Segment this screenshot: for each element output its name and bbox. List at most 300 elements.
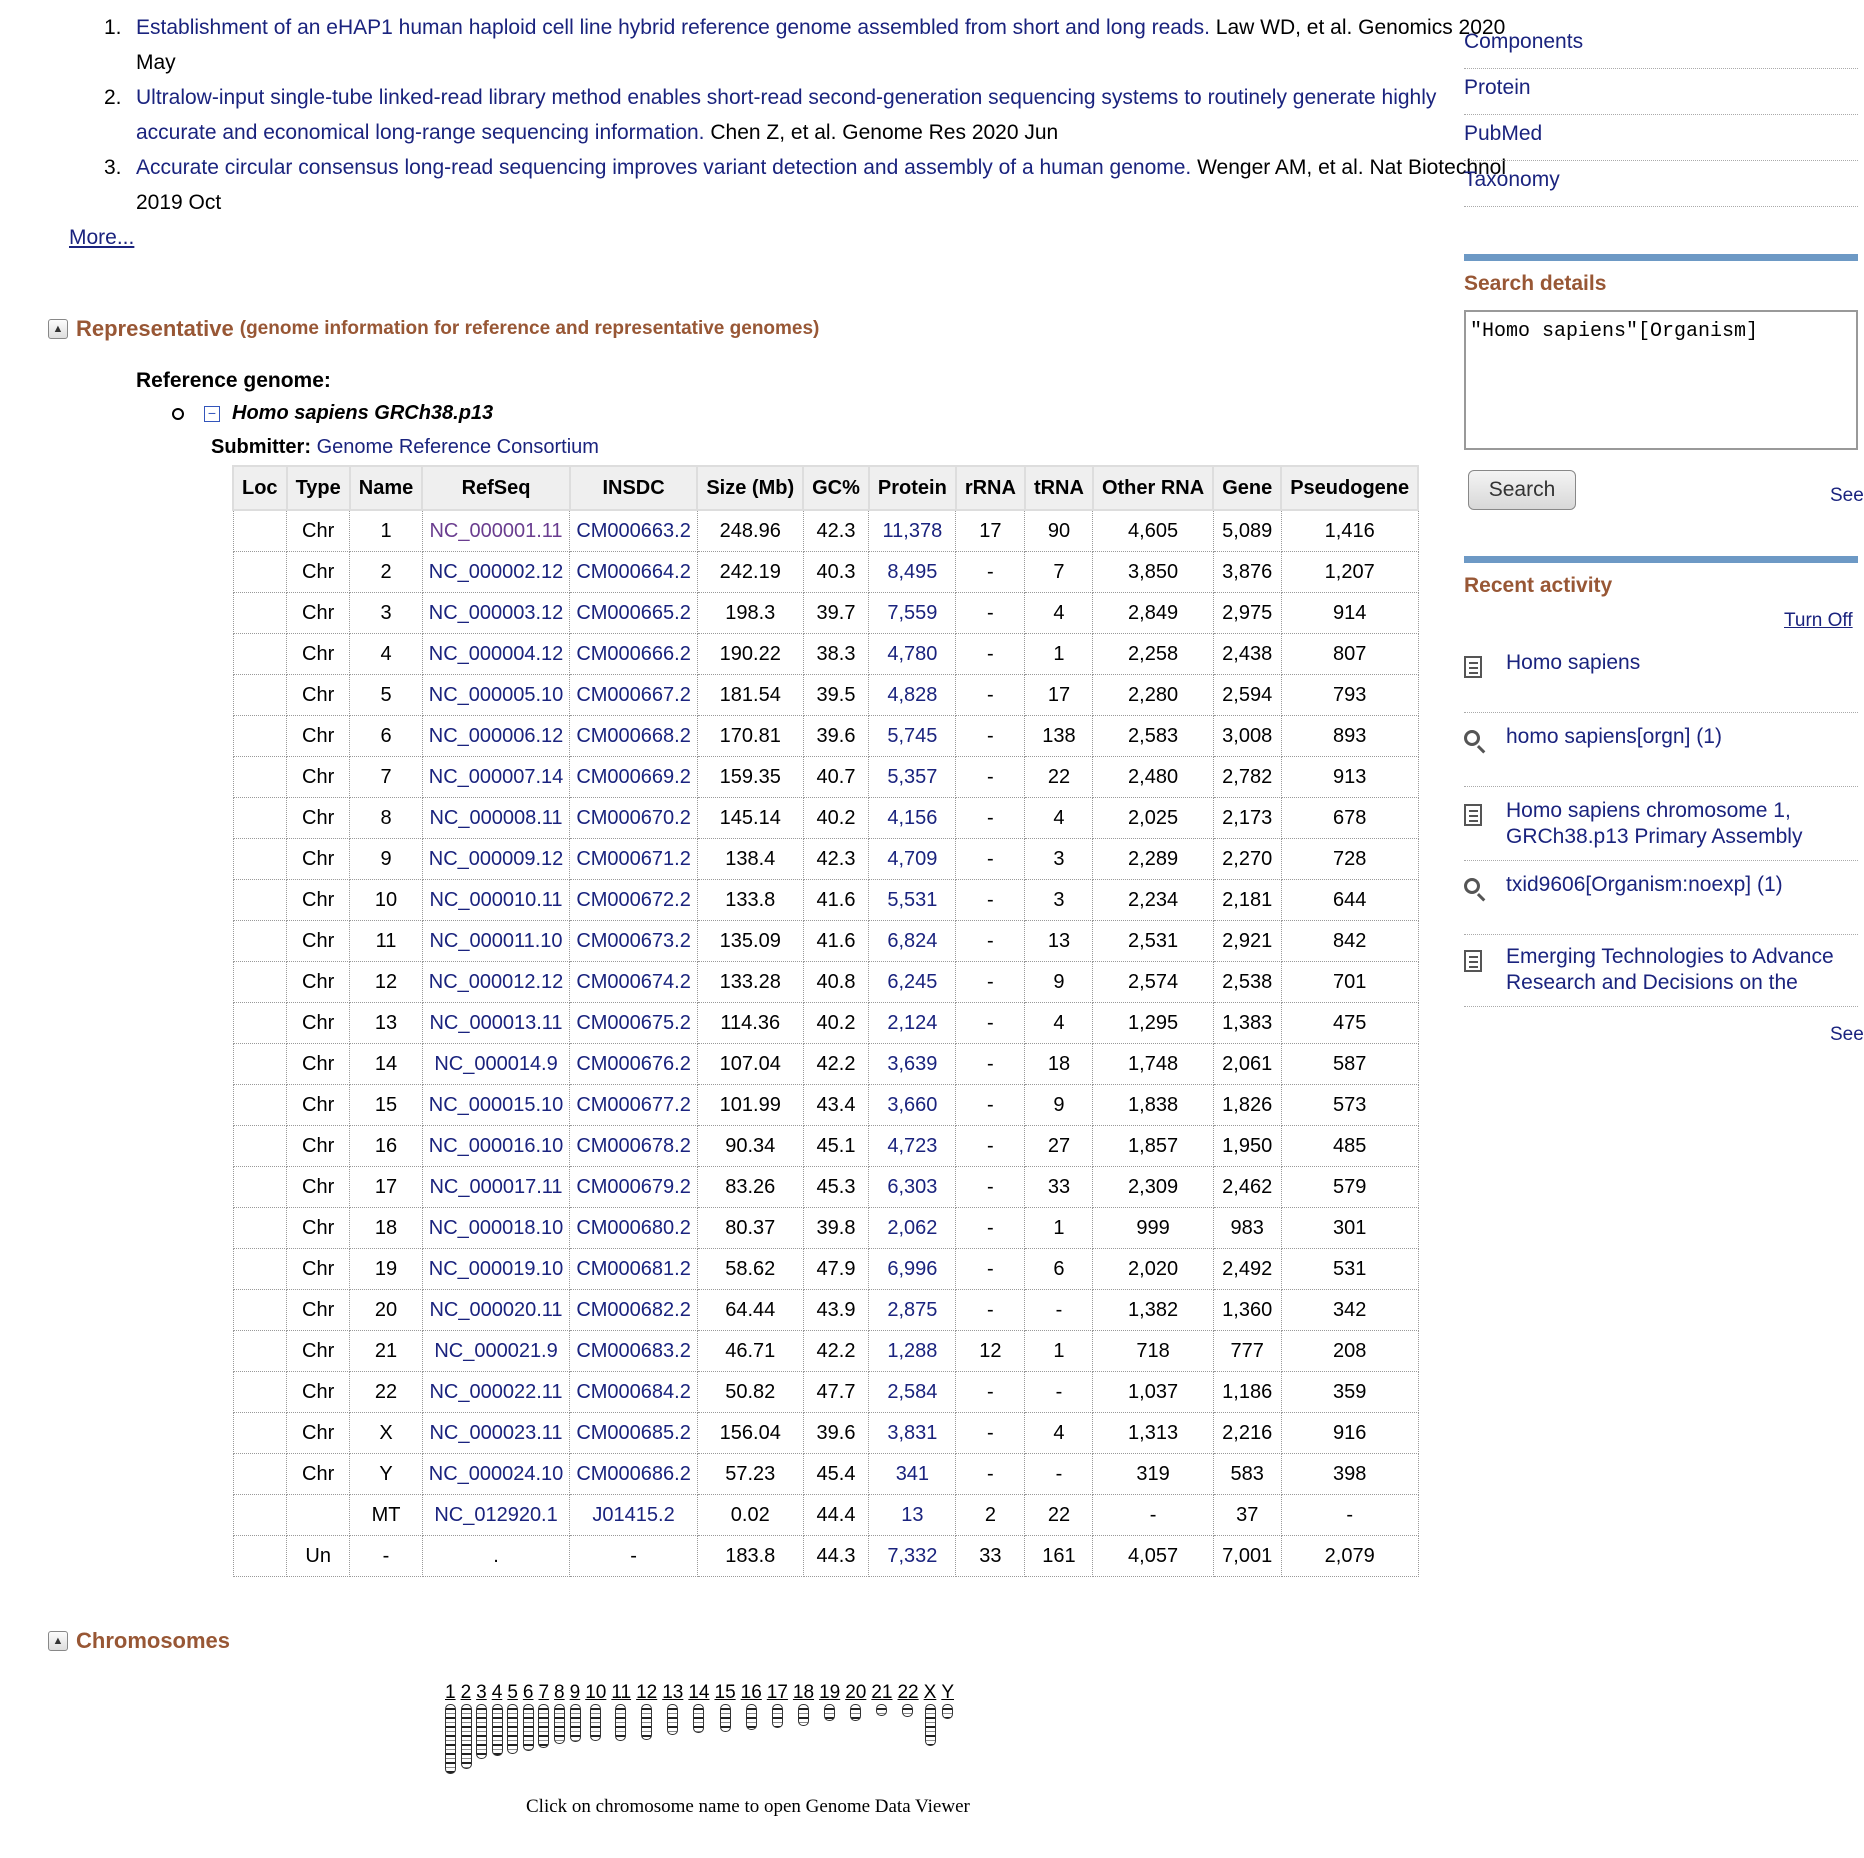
publication-link[interactable]: Accurate circular consensus long-read sequencing improves variant detection and assembly of a human genome.	[136, 156, 1192, 179]
publication-item	[104, 10, 1508, 80]
chromosome-ideogram-bar[interactable]	[925, 1704, 936, 1746]
search-icon	[1464, 878, 1486, 904]
table-cell: Chr	[287, 798, 350, 839]
chromosome-labels	[445, 1682, 1065, 1704]
chromosome-link[interactable]: 9	[569, 1682, 581, 1703]
table-cell	[869, 757, 956, 798]
table-cell: 38.3	[803, 634, 869, 675]
table-cell: 37	[1213, 1495, 1281, 1536]
table-cell: Chr	[287, 1372, 350, 1413]
table-cell	[233, 1454, 287, 1495]
table-cell: 42.3	[803, 510, 869, 552]
table-row	[233, 593, 1418, 634]
table-cell	[869, 1413, 956, 1454]
table-cell: 4,605	[1093, 510, 1213, 552]
table-header-row	[233, 466, 1418, 510]
table-cell: -	[956, 757, 1025, 798]
column-header: tRNA	[1025, 466, 1093, 510]
insdc-link[interactable]: CM000670.2	[576, 806, 691, 829]
table-cell: Chr	[287, 593, 350, 634]
table-cell	[422, 1290, 570, 1331]
protein-link[interactable]: 13	[901, 1503, 924, 1526]
table-cell: -	[1093, 1495, 1213, 1536]
table-cell: 90	[1025, 510, 1093, 552]
table-cell	[233, 880, 287, 921]
table-cell: 33	[956, 1536, 1025, 1577]
refseq-link[interactable]: NC_000024.10	[428, 1462, 564, 1485]
table-cell	[422, 1413, 570, 1454]
collapse-toggle-button[interactable]: ▲	[48, 319, 68, 339]
table-cell: 2,975	[1213, 593, 1281, 634]
table-cell	[422, 839, 570, 880]
table-cell	[422, 798, 570, 839]
chromosome-ideogram-bar[interactable]	[902, 1704, 913, 1717]
table-cell	[570, 552, 698, 593]
chromosome-link[interactable]: 22	[897, 1682, 919, 1703]
table-cell: 19	[350, 1249, 422, 1290]
protein-link[interactable]: 4,709	[887, 847, 938, 870]
table-cell: 1	[350, 510, 422, 552]
chromosome-link[interactable]: 12	[636, 1682, 658, 1703]
table-cell	[869, 675, 956, 716]
chromosome-ideogram-bar[interactable]	[538, 1704, 549, 1748]
collapse-toggle-button[interactable]: ▲	[48, 1631, 68, 1651]
table-cell: -	[956, 1249, 1025, 1290]
insdc-link[interactable]: CM000664.2	[576, 560, 691, 583]
table-cell	[869, 1249, 956, 1290]
refseq-link[interactable]: NC_000013.11	[429, 1011, 563, 1034]
table-cell: 728	[1281, 839, 1418, 880]
table-cell	[422, 1003, 570, 1044]
chromosome-ideogram-bar[interactable]	[667, 1704, 678, 1735]
table-cell: 14	[350, 1044, 422, 1085]
table-cell	[570, 1208, 698, 1249]
publication-citation: Law WD, et al. Genomics 2020 May	[136, 16, 1506, 74]
turn-off-link[interactable]: Turn Off	[1784, 610, 1853, 631]
table-cell: Chr	[287, 839, 350, 880]
collapse-minus-icon[interactable]: −	[204, 406, 220, 422]
chromosomes-section-header	[48, 1628, 230, 1654]
table-cell: 44.3	[803, 1536, 869, 1577]
assembly-line	[172, 402, 493, 425]
insdc-link[interactable]: CM000667.2	[576, 683, 691, 706]
insdc-link[interactable]: CM000669.2	[576, 765, 691, 788]
chromosome-link[interactable]: 10	[585, 1682, 607, 1703]
table-cell: 57.23	[697, 1454, 803, 1495]
chromosome-ideogram-bar[interactable]	[824, 1704, 835, 1721]
table-cell: 40.7	[803, 757, 869, 798]
chromosome-link[interactable]: 6	[522, 1682, 534, 1703]
chromosome-ideogram-bar[interactable]	[720, 1704, 731, 1732]
table-cell: 1	[1025, 1208, 1093, 1249]
chromosome-link[interactable]: 14	[688, 1682, 710, 1703]
refseq-link[interactable]: NC_000004.12	[428, 642, 564, 665]
table-cell: 39.6	[803, 716, 869, 757]
insdc-link[interactable]: CM000673.2	[576, 929, 691, 952]
chromosome-ideogram-bar[interactable]	[693, 1704, 704, 1733]
table-cell	[570, 510, 698, 552]
insdc-link[interactable]: CM000683.2	[576, 1339, 691, 1362]
chromosome-link[interactable]: 3	[476, 1682, 487, 1703]
chromosome-link[interactable]: 2	[460, 1682, 472, 1703]
sidebar-link-components[interactable]: Components	[1464, 22, 1858, 69]
table-cell: 161	[1025, 1536, 1093, 1577]
table-cell: 20	[350, 1290, 422, 1331]
protein-link[interactable]: 1,288	[887, 1339, 938, 1362]
chromosome-ideogram-bar[interactable]	[492, 1704, 503, 1756]
refseq-link[interactable]: NC_000017.11	[429, 1175, 563, 1198]
protein-link[interactable]: 3,660	[887, 1093, 938, 1116]
refseq-link[interactable]: NC_000005.10	[428, 683, 564, 706]
table-cell	[869, 1495, 956, 1536]
chromosome-link[interactable]: 8	[554, 1682, 565, 1703]
table-cell	[869, 552, 956, 593]
table-cell	[869, 1085, 956, 1126]
protein-link[interactable]: 7,559	[887, 601, 938, 624]
table-cell: 39.7	[803, 593, 869, 634]
protein-link[interactable]: 4,723	[887, 1134, 938, 1157]
chromosome-link[interactable]: 20	[845, 1682, 867, 1703]
insdc-link[interactable]: CM000668.2	[576, 724, 691, 747]
chromosome-link[interactable]: 17	[766, 1682, 788, 1703]
table-row	[233, 1331, 1418, 1372]
protein-link[interactable]: 8,495	[887, 560, 938, 583]
refseq-link[interactable]: NC_000010.11	[429, 888, 563, 911]
table-cell: 8	[350, 798, 422, 839]
table-cell: Chr	[287, 634, 350, 675]
table-cell: 40.2	[803, 1003, 869, 1044]
table-cell	[869, 1290, 956, 1331]
insdc-link[interactable]: CM000665.2	[576, 601, 691, 624]
chromosome-ideogram	[445, 1682, 1065, 1814]
table-cell: 2,181	[1213, 880, 1281, 921]
table-cell	[570, 757, 698, 798]
chromosome-link[interactable]: 18	[792, 1682, 815, 1703]
insdc-link[interactable]: CM000685.2	[576, 1421, 691, 1444]
insdc-link[interactable]: CM000666.2	[576, 642, 691, 665]
table-cell	[233, 1331, 287, 1372]
protein-link[interactable]: 4,156	[887, 806, 938, 829]
recent-activity-item[interactable]	[1464, 650, 1858, 713]
table-cell: 531	[1281, 1249, 1418, 1290]
refseq-link[interactable]: NC_000019.10	[428, 1257, 564, 1280]
sidebar	[1464, 0, 1864, 1858]
table-cell: 145.14	[697, 798, 803, 839]
search-button[interactable]: Search	[1468, 470, 1576, 510]
table-cell	[869, 1167, 956, 1208]
chromosome-link[interactable]: 21	[871, 1682, 893, 1703]
table-cell: 2,289	[1093, 839, 1213, 880]
portlet-divider	[1464, 254, 1858, 261]
table-cell: 2,782	[1213, 757, 1281, 798]
table-row	[233, 1126, 1418, 1167]
submitter-link[interactable]: Genome Reference Consortium	[316, 436, 599, 458]
refseq-link[interactable]: NC_000016.10	[428, 1134, 564, 1157]
table-cell: 2,280	[1093, 675, 1213, 716]
refseq-link[interactable]: NC_000020.11	[429, 1298, 563, 1321]
table-row	[233, 962, 1418, 1003]
document-icon	[1464, 804, 1486, 830]
chromosome-link[interactable]: Y	[941, 1682, 954, 1703]
chromosome-ideogram-bar[interactable]	[476, 1704, 487, 1759]
column-header: Other RNA	[1093, 466, 1213, 510]
column-header: Loc	[233, 466, 287, 510]
table-cell: 39.5	[803, 675, 869, 716]
protein-link[interactable]: 4,828	[887, 683, 938, 706]
recent-activity-item[interactable]	[1464, 872, 1858, 935]
chromosome-ideogram-bar[interactable]	[590, 1704, 601, 1741]
insdc-link[interactable]: CM000677.2	[576, 1093, 691, 1116]
protein-link[interactable]: 5,745	[887, 724, 938, 747]
table-cell: 319	[1093, 1454, 1213, 1495]
table-cell: 40.2	[803, 798, 869, 839]
chromosome-link[interactable]: 19	[819, 1682, 841, 1703]
protein-link[interactable]: 2,062	[887, 1216, 938, 1239]
table-row	[233, 552, 1418, 593]
protein-link[interactable]: 2,875	[887, 1298, 938, 1321]
chromosome-ideogram-bar[interactable]	[850, 1704, 861, 1721]
chromosome-link[interactable]: X	[923, 1682, 937, 1703]
table-cell	[570, 921, 698, 962]
refseq-link[interactable]: NC_000001.11	[429, 519, 563, 542]
table-row	[233, 1536, 1418, 1577]
recent-activity-item[interactable]	[1464, 724, 1858, 787]
refseq-link[interactable]: NC_000023.11	[429, 1421, 563, 1444]
insdc-link[interactable]: CM000676.2	[576, 1052, 691, 1075]
table-cell: 47.9	[803, 1249, 869, 1290]
refseq-link[interactable]: NC_000009.12	[428, 847, 564, 870]
table-cell: 342	[1281, 1290, 1418, 1331]
chromosome-ideogram-bar[interactable]	[570, 1704, 581, 1742]
table-cell: 47.7	[803, 1372, 869, 1413]
refseq-link[interactable]: NC_000022.11	[429, 1380, 563, 1403]
see-more-link[interactable]: See	[1830, 485, 1864, 506]
chromosome-ideogram-bar[interactable]	[615, 1704, 626, 1741]
table-cell	[570, 593, 698, 634]
table-cell	[233, 1167, 287, 1208]
table-cell	[422, 757, 570, 798]
column-header: Protein	[869, 466, 956, 510]
table-cell: -	[956, 798, 1025, 839]
refseq-link[interactable]: NC_000014.9	[434, 1052, 558, 1075]
chromosome-caption: Click on chromosome name to open Genome Data Viewer	[526, 1796, 970, 1817]
refseq-link[interactable]: NC_000021.9	[434, 1339, 558, 1362]
table-cell: -	[1281, 1495, 1418, 1536]
table-cell	[233, 1290, 287, 1331]
table-cell: 16	[350, 1126, 422, 1167]
table-cell: 359	[1281, 1372, 1418, 1413]
table-row	[233, 634, 1418, 675]
chromosome-link[interactable]: 15	[714, 1682, 736, 1703]
table-cell	[422, 1331, 570, 1372]
chromosome-link[interactable]: 4	[491, 1682, 503, 1703]
chromosome-link[interactable]: 7	[538, 1682, 550, 1703]
table-cell	[422, 921, 570, 962]
table-cell: 242.19	[697, 552, 803, 593]
refseq-link[interactable]: NC_000003.12	[428, 601, 564, 624]
table-row	[233, 1044, 1418, 1085]
insdc-link[interactable]: CM000674.2	[576, 970, 691, 993]
table-cell: 22	[1025, 757, 1093, 798]
table-cell: -	[956, 1085, 1025, 1126]
table-cell: 2,583	[1093, 716, 1213, 757]
table-cell	[422, 716, 570, 757]
protein-link[interactable]: 6,303	[887, 1175, 938, 1198]
protein-link[interactable]: 6,824	[887, 929, 938, 952]
chromosome-link[interactable]: 16	[740, 1682, 762, 1703]
table-cell: 2,462	[1213, 1167, 1281, 1208]
protein-link[interactable]: 6,245	[887, 970, 938, 993]
insdc-link[interactable]: CM000681.2	[576, 1257, 691, 1280]
table-cell: -	[956, 962, 1025, 1003]
insdc-link[interactable]: CM000672.2	[576, 888, 691, 911]
chromosome-ideogram-bar[interactable]	[554, 1704, 565, 1744]
document-icon	[1464, 656, 1486, 682]
refseq-link[interactable]: NC_000012.12	[428, 970, 564, 993]
table-cell	[570, 880, 698, 921]
chromosome-ideogram-bar[interactable]	[942, 1704, 953, 1719]
table-cell	[869, 798, 956, 839]
table-cell	[233, 675, 287, 716]
table-cell: -	[956, 921, 1025, 962]
table-cell: 1,295	[1093, 1003, 1213, 1044]
table-cell	[233, 1044, 287, 1085]
chromosome-ideogram-bar[interactable]	[876, 1704, 887, 1716]
search-details-title: Search details	[1464, 272, 1607, 295]
sidebar-link-protein[interactable]: Protein	[1464, 68, 1858, 115]
insdc-link[interactable]: CM000678.2	[576, 1134, 691, 1157]
table-cell: Chr	[287, 716, 350, 757]
recent-see-more-link[interactable]: See	[1830, 1024, 1864, 1045]
publication-number: 3.	[104, 156, 122, 179]
chromosome-ideogram-bar[interactable]	[445, 1704, 456, 1774]
table-cell: 9	[350, 839, 422, 880]
refseq-link[interactable]: NC_000007.14	[428, 765, 564, 788]
table-cell	[422, 1085, 570, 1126]
recent-activity-item[interactable]	[1464, 798, 1858, 861]
refseq-link[interactable]: NC_000002.12	[428, 560, 564, 583]
table-cell: 2,480	[1093, 757, 1213, 798]
refseq-link[interactable]: NC_000011.10	[429, 929, 563, 952]
table-cell: 1,826	[1213, 1085, 1281, 1126]
insdc-link[interactable]: CM000680.2	[576, 1216, 691, 1239]
table-row	[233, 510, 1418, 552]
chromosome-ideogram-bar[interactable]	[641, 1704, 652, 1740]
table-cell: 301	[1281, 1208, 1418, 1249]
recent-activity-title: Recent activity	[1464, 574, 1613, 597]
table-cell: 1	[1025, 634, 1093, 675]
refseq-link[interactable]: NC_000018.10	[428, 1216, 564, 1239]
protein-link[interactable]: 5,357	[887, 765, 938, 788]
table-cell: -	[956, 1290, 1025, 1331]
table-cell: 133.8	[697, 880, 803, 921]
chromosome-link[interactable]: 1	[445, 1682, 456, 1703]
table-cell: 1,207	[1281, 552, 1418, 593]
insdc-link[interactable]: CM000684.2	[576, 1380, 691, 1403]
refseq-link[interactable]: NC_012920.1	[434, 1503, 558, 1526]
chromosome-link[interactable]: 13	[662, 1682, 684, 1703]
protein-link[interactable]: 11,378	[882, 519, 943, 542]
table-cell: 1,382	[1093, 1290, 1213, 1331]
table-cell	[570, 1249, 698, 1290]
table-cell: 208	[1281, 1331, 1418, 1372]
search-details-textarea[interactable]: "Homo sapiens"[Organism]	[1464, 310, 1858, 450]
chromosome-link[interactable]: 11	[611, 1682, 632, 1703]
publication-item	[104, 80, 1508, 150]
table-cell: 138.4	[697, 839, 803, 880]
chromosome-ideogram-bar[interactable]	[746, 1704, 757, 1730]
chromosome-ideogram-bar[interactable]	[523, 1704, 534, 1751]
protein-link[interactable]: 2,124	[887, 1011, 938, 1034]
table-cell	[233, 1413, 287, 1454]
protein-link[interactable]: 5,531	[887, 888, 938, 911]
insdc-link[interactable]: CM000671.2	[576, 847, 691, 870]
table-cell: 2,216	[1213, 1413, 1281, 1454]
protein-link[interactable]: 2,584	[887, 1380, 938, 1403]
protein-link[interactable]: 341	[895, 1462, 930, 1485]
insdc-link[interactable]: J01415.2	[592, 1503, 675, 1526]
table-cell	[422, 552, 570, 593]
table-cell: 2,020	[1093, 1249, 1213, 1290]
table-cell: Chr	[287, 1331, 350, 1372]
table-cell: 2,538	[1213, 962, 1281, 1003]
table-cell: 138	[1025, 716, 1093, 757]
refseq-link[interactable]: NC_000015.10	[428, 1093, 564, 1116]
table-cell: 4	[1025, 798, 1093, 839]
protein-link[interactable]: 6,996	[887, 1257, 938, 1280]
table-cell: 2,574	[1093, 962, 1213, 1003]
chromosome-link[interactable]: 5	[507, 1682, 518, 1703]
insdc-link[interactable]: CM000663.2	[576, 519, 691, 542]
table-cell	[869, 1003, 956, 1044]
table-cell: 45.3	[803, 1167, 869, 1208]
refseq-link[interactable]: NC_000008.11	[429, 806, 563, 829]
chromosome-ideogram-bar[interactable]	[507, 1704, 518, 1754]
insdc-link[interactable]: CM000679.2	[576, 1175, 691, 1198]
table-cell: 107.04	[697, 1044, 803, 1085]
chromosome-ideogram-bar[interactable]	[772, 1704, 783, 1728]
publication-link[interactable]: Establishment of an eHAP1 human haploid cell line hybrid reference genome assembled from short and long reads.	[136, 16, 1210, 39]
refseq-link[interactable]: NC_000006.12	[428, 724, 564, 747]
table-cell: 41.6	[803, 880, 869, 921]
insdc-link[interactable]: CM000682.2	[576, 1298, 691, 1321]
insdc-link[interactable]: CM000675.2	[576, 1011, 691, 1034]
chromosome-ideogram-bar[interactable]	[461, 1704, 472, 1769]
insdc-link[interactable]: CM000686.2	[576, 1462, 691, 1485]
table-cell: 9	[1025, 962, 1093, 1003]
chromosome-ideogram-bar[interactable]	[798, 1704, 809, 1726]
table-cell: 999	[1093, 1208, 1213, 1249]
publication-link[interactable]: Ultralow-input single-tube linked-read library method enables short-read second-generation sequencing systems to routinely generate highly accurate and economical long-range sequencing information.	[136, 86, 1437, 144]
table-cell: 1,360	[1213, 1290, 1281, 1331]
sidebar-link-taxonomy[interactable]: Taxonomy	[1464, 160, 1858, 207]
protein-link[interactable]: 7,332	[887, 1544, 938, 1567]
table-cell: Chr	[287, 552, 350, 593]
table-cell	[570, 634, 698, 675]
protein-link[interactable]: 4,780	[887, 642, 938, 665]
table-cell: Chr	[287, 1249, 350, 1290]
table-cell: 0.02	[697, 1495, 803, 1536]
protein-link[interactable]: 3,831	[887, 1421, 938, 1444]
sidebar-link-pubmed[interactable]: PubMed	[1464, 114, 1858, 161]
table-cell: -	[956, 880, 1025, 921]
search-icon	[1464, 730, 1486, 756]
protein-link[interactable]: 3,639	[887, 1052, 938, 1075]
more-publications-link[interactable]: More...	[69, 226, 135, 249]
recent-activity-item[interactable]	[1464, 944, 1858, 1007]
table-cell: 10	[350, 880, 422, 921]
table-cell	[869, 1331, 956, 1372]
